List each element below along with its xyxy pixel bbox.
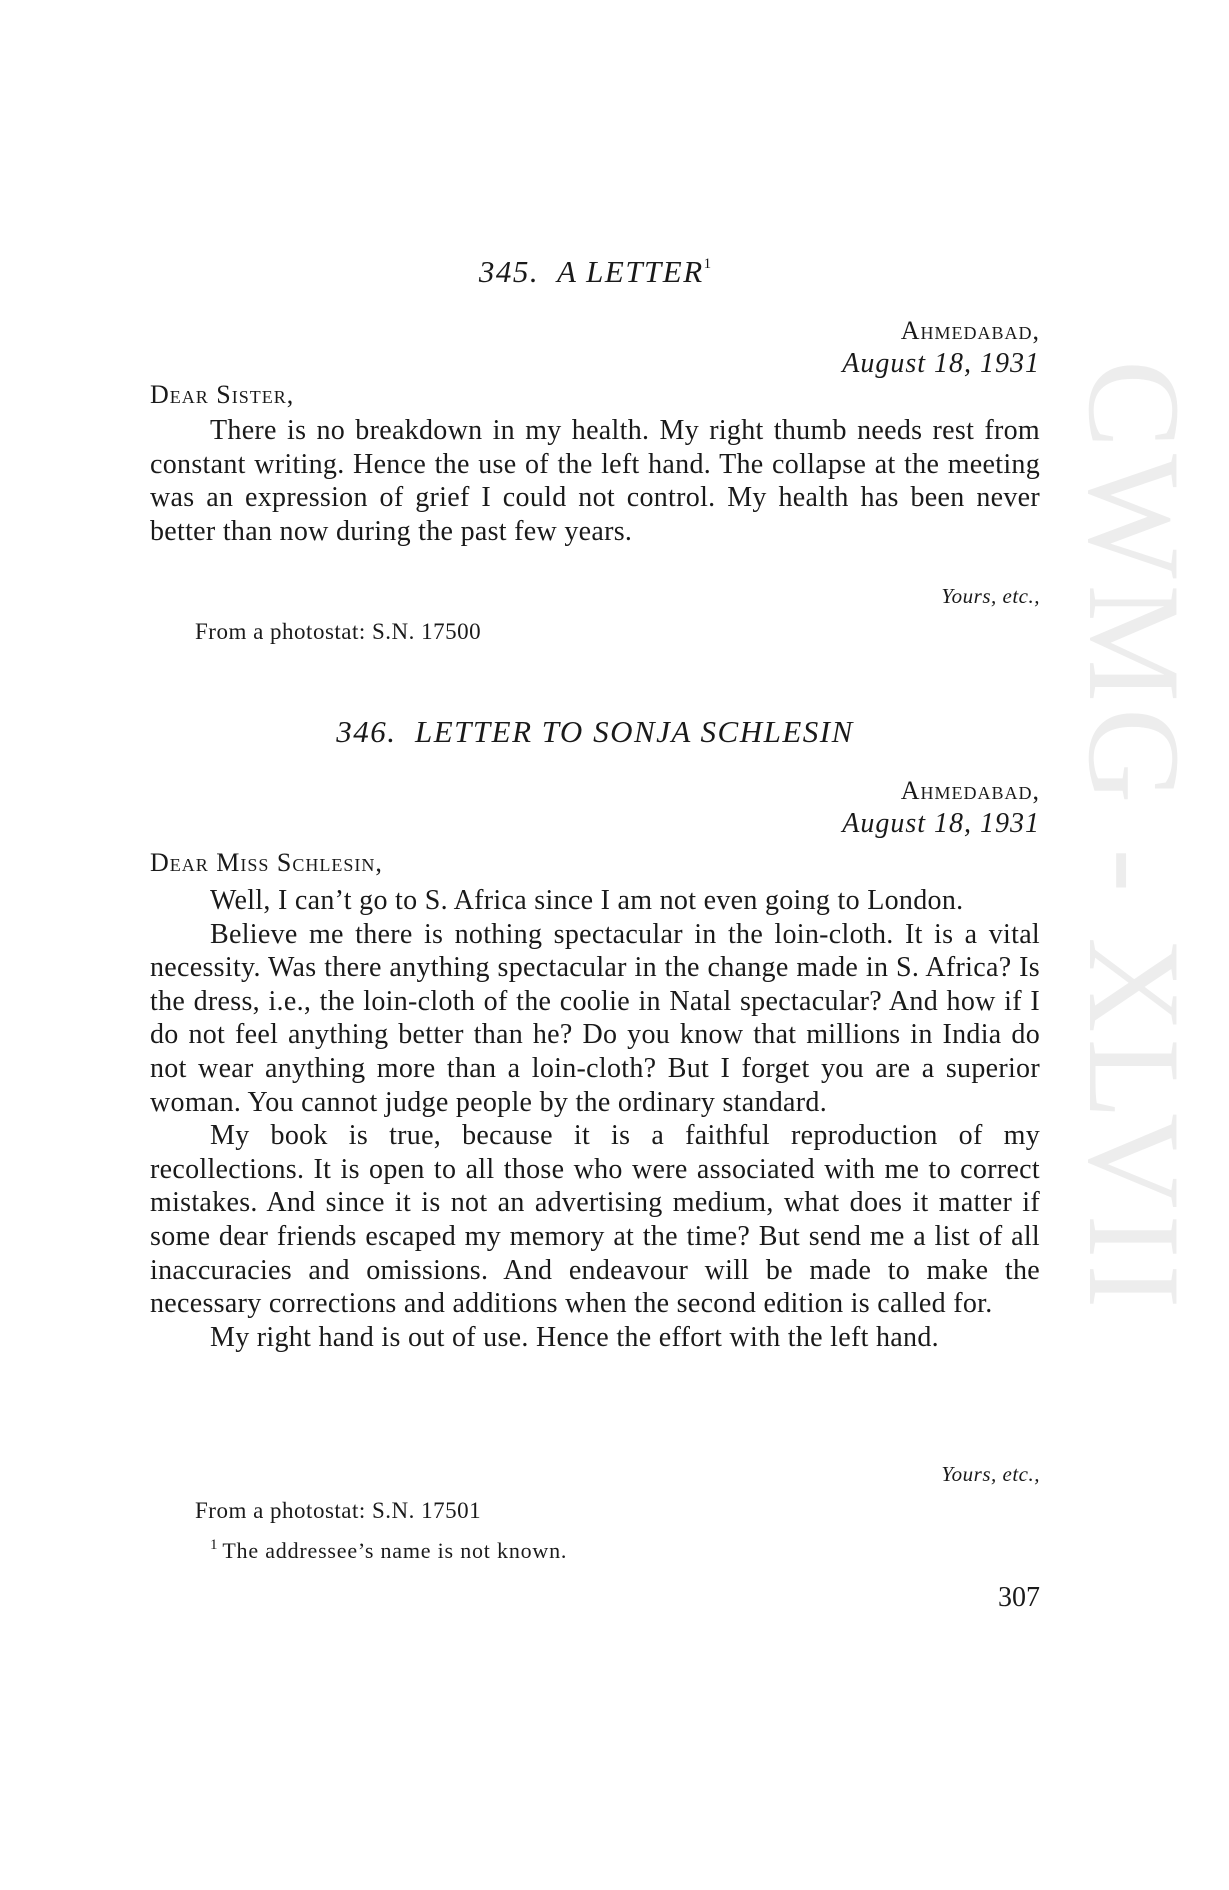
letter-345-heading — [150, 254, 1040, 290]
paragraph: Well, I can’t go to S. Africa since I am not even going to London. — [210, 885, 964, 916]
letter-346-title: LETTER TO SONJA SCHLESIN — [414, 714, 854, 749]
letter-345-source: From a photostat: S.N. 17500 — [195, 619, 482, 644]
letter-346-number: 346. — [336, 714, 397, 749]
letter-346-closing: Yours, etc., — [941, 1462, 1040, 1486]
document-page — [150, 0, 1040, 1890]
footnote-marker: 1 — [210, 1537, 219, 1553]
letter-346-date: August 18, 1931 — [842, 808, 1040, 839]
watermark-text: CWMG - XLVII — [1061, 360, 1208, 1315]
letter-345-body — [150, 414, 1040, 548]
watermark — [1028, 360, 1228, 1470]
letter-346-salutation: Dear Miss Schlesin, — [150, 848, 383, 877]
letter-346-place: Ahmedabad, — [900, 776, 1040, 805]
paragraph: My right hand is out of use. Hence the effort with the left hand. — [210, 1321, 939, 1353]
footnote-ref: 1 — [703, 256, 712, 272]
footnote — [210, 1537, 567, 1564]
page-number: 307 — [998, 1582, 1040, 1613]
paragraph: There is no breakdown in my health. My right thumb needs rest from constant writing. Hence the use of the left hand. The collapse at the meeting was an expression of grief I could not control. My health has been never better than now during the past few years. — [150, 415, 1040, 547]
letter-346-body — [150, 884, 1040, 1354]
footnote-text: The addressee’s name is not known. — [222, 1538, 568, 1563]
letter-345-salutation: Dear Sister, — [150, 380, 295, 409]
letter-345-title: A LETTER — [557, 254, 704, 289]
letter-345-number: 345. — [478, 254, 540, 289]
paragraph: My book is true, because it is a faithful reproduction of my recollections. It is open to all those who were associated with me to correct mistakes. And since it is not an advertising medium, what does it matter if some dear friends escaped my memory at the time? But send me a list of all inaccuracies and omissions. And endeavour will be made to make the necessary corrections and additions when the second edition is called for. — [150, 1120, 1040, 1320]
letter-346-heading — [150, 714, 1040, 750]
letter-345-date: August 18, 1931 — [842, 348, 1040, 379]
letter-345-closing: Yours, etc., — [941, 584, 1040, 608]
paragraph: Believe me there is nothing spectacular in the loin-cloth. It is a vital necessity. Was there anything spectacular in the change made in S. Africa? Is the dress, i.e., the loin-cloth of the coolie in Natal spectacular? And how if I do not feel anything better than he? Do you know that millions in India do not wear anything more than a loin-cloth? But I forget you are a superior woman. You cannot judge people by the ordinary standard. — [150, 918, 1040, 1118]
letter-346-source: From a photostat: S.N. 17501 — [195, 1498, 482, 1523]
letter-345-place: Ahmedabad, — [900, 316, 1040, 345]
